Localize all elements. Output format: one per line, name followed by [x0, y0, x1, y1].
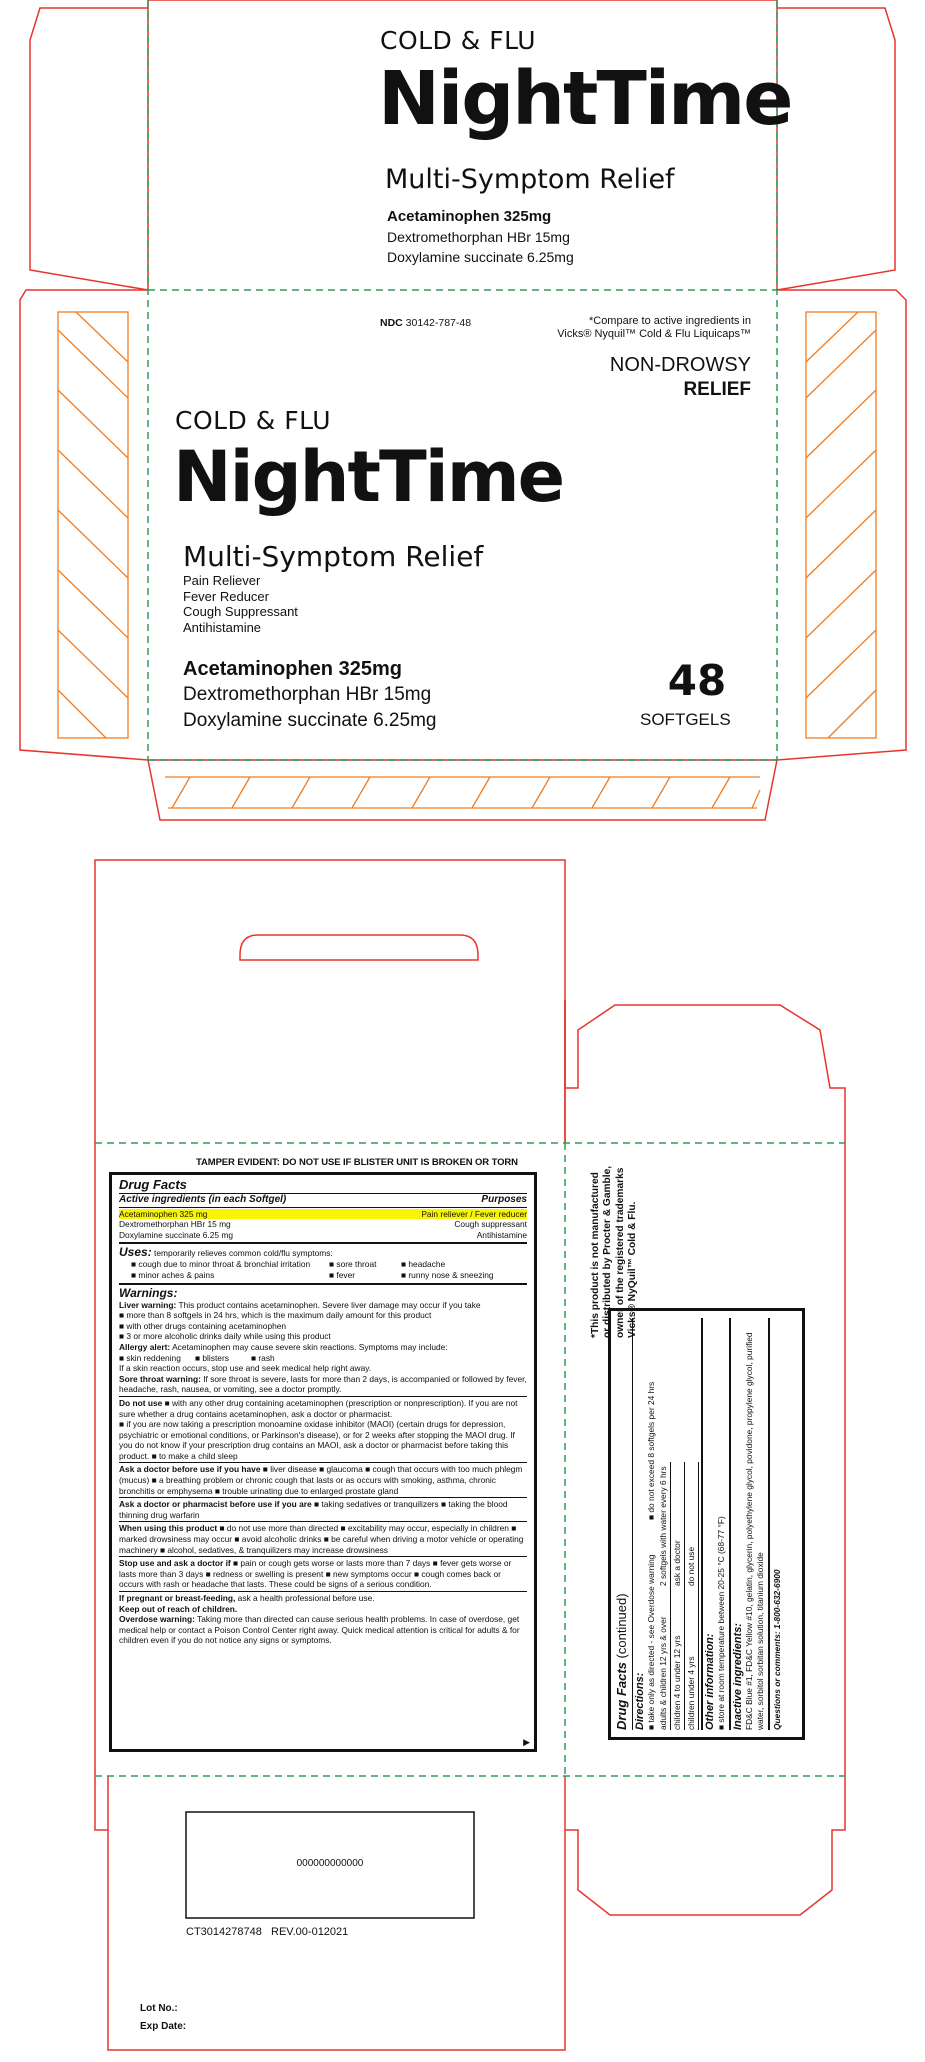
compare-note — [557, 315, 751, 341]
allergy-alert — [119, 1342, 527, 1353]
df-cont-label: (continued) — [614, 1593, 629, 1659]
df-cont-title: Drug Facts — [614, 1662, 629, 1730]
dosage-row — [671, 1462, 685, 1730]
uses-intro: temporarily relieves common cold/flu symptoms: — [154, 1248, 333, 1259]
front-ingredient-2: Dextromethorphan HBr 15mg — [183, 684, 432, 705]
ask-doctor: Ask a doctor before use if you have ■ liver disease ■ glaucoma ■ cough that occurs with too much phlegm (mucus) ■ a breathing problem or chronic cough that lasts or as occurs with smoking, asthma, chronic bronchitis or emphysema ■ trouble urinating due to enlarged prostate gland — [119, 1464, 523, 1496]
active-purpose: Pain reliever / Fever reducer — [421, 1208, 527, 1219]
active-row-doxylamine — [119, 1230, 527, 1241]
other-info-title: Other information: — [704, 1633, 716, 1730]
dosage-dose: do not use — [685, 1462, 699, 1586]
active-purpose: Cough suppressant — [454, 1219, 527, 1230]
uses-title: Uses: — [119, 1245, 152, 1260]
inactive-title: Inactive ingredients: — [732, 1623, 744, 1730]
allergy-item: skin reddening — [126, 1352, 181, 1363]
overdose-label: Overdose warning: — [119, 1614, 195, 1625]
maoi-warning: ■ if you are now taking a prescription monoamine oxidase inhibitor (MAOI) (certain drugs for depression, psychiatric or emotional conditions, or Parkinson's disease), or for 2 weeks after stopping the MAOI drug. If you do not know if your prescription drug contains an MAOI, ask a doctor or pharmacist before taking this product. ■ to make a child sleep — [119, 1419, 515, 1461]
warnings-title: Warnings: — [119, 1285, 178, 1300]
bottom-glue-strip — [165, 777, 760, 808]
dosage-who: children 4 to under 12 yrs — [671, 1586, 685, 1730]
stop-use: Stop use and ask a doctor if ■ pain or cough gets worse or lasts more than 7 days ■ fever gets worse or lasts more than 3 days ■ redness or swelling is present ■ new symptoms occur ■ cough comes back or occurs with rash or headache that lasts. These could be signs of a serious condition. — [119, 1558, 512, 1590]
disclaimer-line: Vicks® NyQuil™ Cold & Flu. — [627, 1201, 639, 1338]
liver-text: This product contains acetaminophen. Severe liver damage may occur if you take — [178, 1299, 481, 1310]
top-flap-ingredient-2: Dextromethorphan HBr 15mg — [387, 229, 570, 245]
dosage-row — [685, 1462, 699, 1730]
liver-item-text: 3 or more alcoholic drinks daily while using this product — [126, 1331, 331, 1342]
stop-text: pain or cough gets worse or lasts more than 7 days ■ fever gets worse or lasts more than 3 days ■ redness or swelling is present ■ new symptoms occur ■ cough comes back or occurs with rash or headache that lasts. These could be signs of a serious condition. — [119, 1558, 512, 1590]
top-flap-brand: NightTime — [378, 56, 792, 142]
active-name: Doxylamine succinate 6.25 mg — [119, 1229, 234, 1240]
part-code: CT3014278748 REV.00-012021 — [186, 1926, 349, 1938]
use-cough-suppressant: Cough Suppressant — [183, 604, 298, 619]
disclaimer-line: *This product is not manufactured — [590, 1172, 601, 1338]
disclaimer-line: owner of the registered trademarks — [614, 1167, 626, 1338]
liver-item: ■ 3 or more alcoholic drinks daily while using this product — [119, 1331, 331, 1342]
questions-phone: 1-800-632-6900 — [772, 1569, 782, 1630]
allergy-item: blisters — [202, 1352, 229, 1363]
allergy-item: rash — [258, 1352, 275, 1363]
compare-line-2: Vicks® Nyquil™ Cold & Flu Liquicaps™ — [557, 328, 751, 340]
top-flap-ingredient-3: Doxylamine succinate 6.25mg — [387, 249, 574, 265]
uses-item: headache — [408, 1259, 446, 1270]
relief: RELIEF — [683, 379, 751, 400]
allergy-after: If a skin reaction occurs, stop use and seek medical help right away. — [119, 1363, 372, 1374]
lot-number-label: Lot No.: — [140, 2003, 178, 2014]
active-header-row — [119, 1195, 527, 1206]
preg-text: ask a health professional before use. — [237, 1593, 375, 1603]
use-antihistamine: Antihistamine — [183, 619, 262, 635]
uses-item: sore throat — [336, 1259, 377, 1270]
continue-arrow-icon: ▶ — [523, 1737, 530, 1748]
uses-items-row-2: ■ minor aches & pains ■ fever ■ runny nose & sneezing — [131, 1269, 494, 1280]
liver-item: ■ with other drugs containing acetaminophen — [119, 1320, 287, 1331]
when-label: When using this product — [119, 1523, 218, 1534]
dosage-dose: ask a doctor — [671, 1462, 685, 1586]
liver-item-text: more than 8 softgels in 24 hrs, which is the maximum daily amount for this product — [126, 1310, 432, 1321]
front-ingredient-1: Acetaminophen 325mg — [183, 658, 402, 680]
sore-label: Sore throat warning: — [119, 1373, 201, 1384]
sore-text: If sore throat is severe, lasts for more than 2 days, is accompanied or followed by fever, headache, rash, nausea, or vomiting, see a doctor promptly. — [119, 1373, 527, 1395]
allergy-items: ■ skin reddening ■ blisters ■ rash — [119, 1352, 275, 1363]
disclaimer-line: or distributed by Procter & Gamble, — [602, 1165, 614, 1338]
askpharm-label: Ask a doctor or pharmacist before use if you are — [119, 1499, 312, 1510]
uses-item: minor aches & pains — [138, 1269, 215, 1280]
drug-facts-panel — [109, 1172, 537, 1752]
dosage-table — [657, 1462, 699, 1730]
overdose-warning — [119, 1614, 527, 1646]
active-name: Dextromethorphan HBr 15 mg — [119, 1219, 231, 1230]
active-header: Active ingredients (in each Softgel) — [119, 1194, 287, 1205]
when-text: do not use more than directed ■ excitability may occur, especially in children ■ marked drowsiness may occur ■ avoid alcoholic drinks ■ be careful when driving a motor vehicle or operating machinery ■ alcohol, sedatives, & tranquilizers may increase drowsiness — [119, 1523, 524, 1555]
when-using: When using this product ■ do not use more than directed ■ excitability may occur, especially in children ■ marked drowsiness may occur ■ avoid alcoholic drinks ■ be careful when driving a motor vehicle or operating machinery ■ alcohol, sedatives, & tranquilizers may increase drowsiness — [119, 1523, 524, 1555]
top-flap-subtitle: Multi-Symptom Relief — [385, 164, 675, 195]
uses-item: fever — [336, 1269, 356, 1280]
overdose-text: Taking more than directed can cause serious health problems. In case of overdose, get medical help or contact a Poison Control Center right away. Quick medical attention is critical for adults & for children even if you do not notice any signs or symptoms. — [119, 1614, 520, 1646]
inactive-text: FD&C Blue #1, FD&C Yellow #10, gelatin, glycerin, polyethylene glycol, povidone, propylene glycol, purified water, sorbitol sorbitan solution, titanium dioxide — [744, 1332, 765, 1730]
softgel-count-unit: SOFTGELS — [640, 710, 731, 729]
active-row-dextromethorphan — [119, 1219, 527, 1230]
uses-items-row-1: ■ cough due to minor throat & bronchial irritation ■ sore throat ■ headache — [131, 1259, 446, 1270]
non-drowsy: NON-DROWSY — [609, 354, 751, 376]
active-name: Acetaminophen 325 mg — [119, 1208, 208, 1219]
questions-label: Questions or comments: — [772, 1631, 782, 1730]
pregnancy-note — [119, 1593, 527, 1604]
ndc-label: NDC — [380, 317, 403, 329]
liver-item-text: with other drugs containing acetaminophen — [126, 1320, 287, 1331]
drug-facts-continued-panel — [608, 1308, 805, 1740]
front-uses-list — [183, 573, 298, 635]
compare-line-1: *Compare to active ingredients in — [588, 315, 751, 327]
keep-out-of-reach: Keep out of reach of children. — [119, 1603, 238, 1614]
directions-title: Directions: — [634, 1672, 646, 1730]
dosage-dose: 2 softgels with water every 6 hrs — [657, 1462, 671, 1586]
dosage-row — [657, 1462, 671, 1730]
donot-label: Do not use — [119, 1397, 163, 1408]
uses-item: cough due to minor throat & bronchial irritation — [138, 1259, 311, 1270]
uses-item: runny nose & sneezing — [408, 1269, 494, 1280]
exp-date-label: Exp Date: — [140, 2021, 187, 2032]
ask-pharmacist: Ask a doctor or pharmacist before use if you are ■ taking sedatives or tranquilizers ■ taking the blood thinning drug warfarin — [119, 1499, 508, 1520]
askpharm-text: taking sedatives or tranquilizers ■ taking the blood thinning drug warfarin — [119, 1499, 508, 1520]
drug-facts-cont-title — [614, 1318, 630, 1730]
allergy-label: Allergy alert: — [119, 1341, 171, 1352]
questions-line — [772, 1318, 783, 1730]
ndc-line — [380, 317, 471, 329]
barcode-number: 000000000000 — [296, 1858, 364, 1869]
other-info-text: store at room temperature between 20-25 °C (68-77 °F) — [716, 1516, 726, 1723]
sore-throat-warning — [119, 1374, 527, 1395]
active-purpose: Antihistamine — [476, 1229, 527, 1240]
liver-label: Liver warning: — [119, 1299, 177, 1310]
drug-facts-title: Drug Facts — [119, 1177, 187, 1192]
front-ingredient-3: Doxylamine succinate 6.25mg — [183, 710, 437, 731]
maoi-text: if you are now taking a prescription monoamine oxidase inhibitor (MAOI) (certain drugs for depression, psychiatric or emotional conditions, or Parkinson's disease), or for 2 weeks after stopping the MAOI drug. If you do not know if your prescription drug contains an MAOI, ask a doctor or pharmacist before taking this product. — [119, 1419, 515, 1461]
direction-item: do not exceed 8 softgels per 24 hrs — [646, 1381, 656, 1513]
dosage-who: adults & children 12 yrs & over — [657, 1586, 671, 1730]
other-info: ■ store at room temperature between 20-25 °C (68-77 °F) — [716, 1516, 726, 1730]
active-row-acetaminophen — [119, 1209, 527, 1220]
child-sleep: to make a child sleep — [158, 1450, 238, 1461]
askdoc-text: liver disease ■ glaucoma ■ cough that occurs with too much phlegm (mucus) ■ a breathing problem or chronic cough that lasts or as occurs with smoking, asthma, chronic bronchitis or emphysema ■ trouble urinating due to enlarged prostate gland — [119, 1464, 523, 1496]
liver-warning — [119, 1300, 527, 1311]
liver-item: ■ more than 8 softgels in 24 hrs, which is the maximum daily amount for this product — [119, 1310, 432, 1321]
donot-text: with any other drug containing acetaminophen (prescription or nonprescription). If you are not sure whether a drug contains acetaminophen, ask a doctor or pharmacist. — [119, 1397, 518, 1419]
directions-row: ■ take only as directed - see Overdose warning ■ do not exceed 8 softgels per 24 hrs — [646, 1381, 656, 1730]
dosage-who: children under 4 yrs — [685, 1586, 699, 1730]
direction-item: take only as directed - see Overdose warning — [646, 1554, 656, 1723]
ndc-number: 30142-787-48 — [405, 317, 472, 329]
tamper-evident-note: TAMPER EVIDENT: DO NOT USE IF BLISTER UNIT IS BROKEN OR TORN — [196, 1157, 518, 1168]
right-glue-panel — [806, 312, 876, 738]
askdoc-label: Ask a doctor before use if you have — [119, 1464, 261, 1475]
preg-label: If pregnant or breast-feeding, — [119, 1593, 236, 1603]
front-cold-flu: COLD & FLU — [175, 406, 332, 435]
top-flap-ingredient-1: Acetaminophen 325mg — [387, 208, 552, 225]
purposes-header: Purposes — [481, 1194, 527, 1205]
left-glue-panel — [58, 312, 128, 738]
use-fever-reducer: Fever Reducer — [183, 588, 269, 604]
allergy-text: Acetaminophen may cause severe skin reactions. Symptoms may include: — [172, 1341, 448, 1352]
top-flap-cold-flu: COLD & FLU — [380, 26, 537, 55]
stop-label: Stop use and ask a doctor if — [119, 1558, 231, 1569]
front-subtitle: Multi-Symptom Relief — [183, 540, 484, 573]
front-brand: NightTime — [173, 436, 564, 518]
use-pain-reliever: Pain Reliever — [183, 573, 261, 588]
do-not-use: Do not use ■ with any other drug containing acetaminophen (prescription or nonprescription). If you are not sure whether a drug contains acetaminophen, ask a doctor or pharmacist. — [119, 1397, 518, 1419]
softgel-count: 48 — [667, 656, 727, 705]
uses-section — [119, 1246, 527, 1259]
